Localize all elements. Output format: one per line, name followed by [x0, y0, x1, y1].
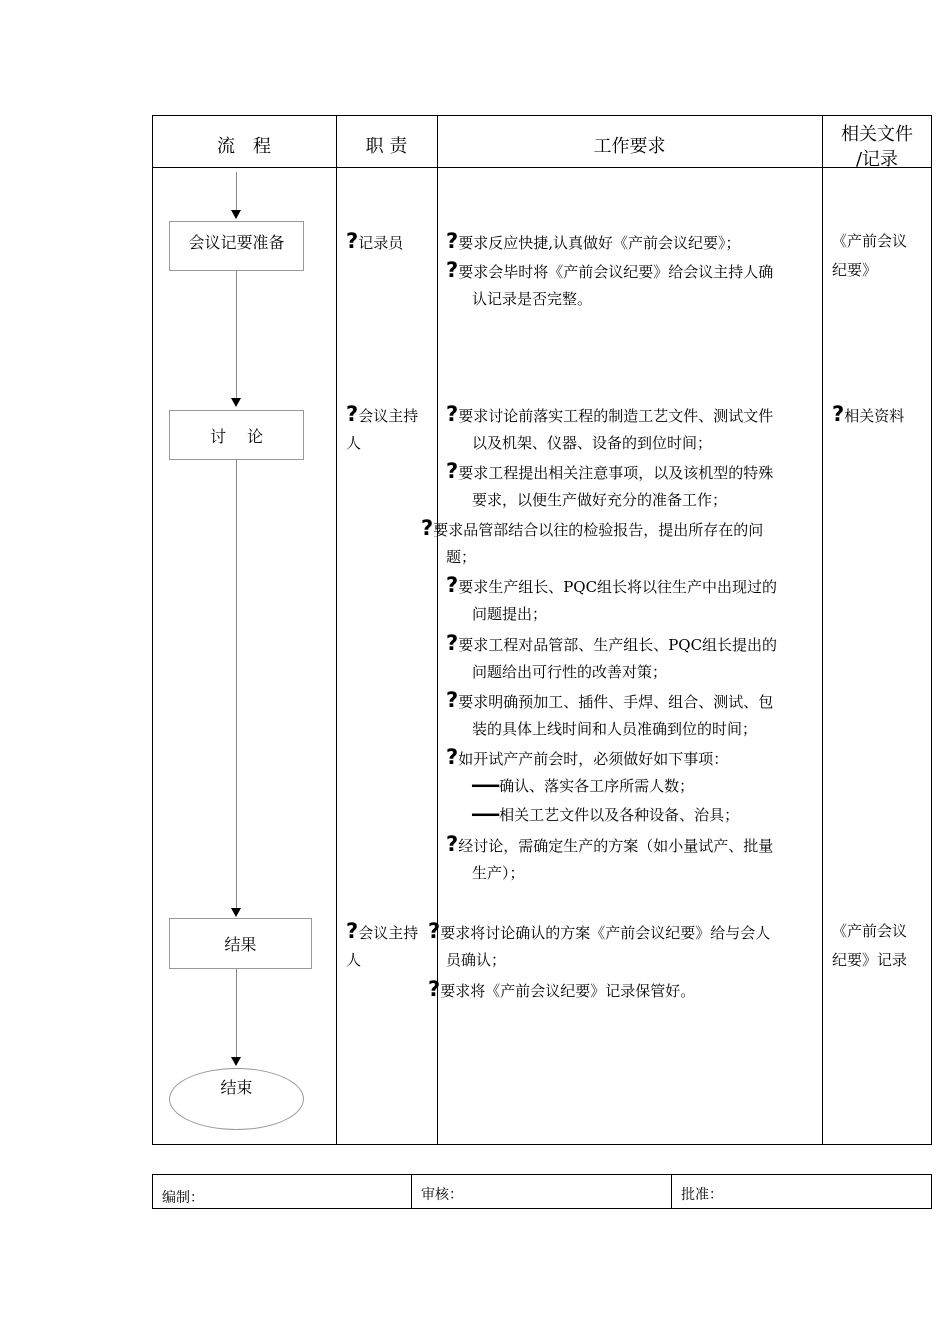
flow-box-result: 结果 — [169, 918, 312, 969]
work-item-cont: 认记录是否完整。 — [472, 290, 593, 308]
docs-row2: ?相关资料 — [832, 402, 905, 426]
work-item-cont: 问题提出； — [472, 605, 548, 623]
work-item: ?要求将《产前会议纪要》记录保管好。 — [428, 977, 696, 1001]
work-item: ?要求工程提出相关注意事项，以及该机型的特殊 — [446, 459, 774, 483]
header-docs-line1: 相关文件 — [841, 124, 913, 145]
docs-row1-line2: 纪要》 — [832, 261, 878, 279]
footer-approved-label: 批准： — [681, 1187, 723, 1203]
bullet-icon: ? — [446, 258, 459, 282]
work-item: ?要求讨论前落实工程的制造工艺文件、测试文件 — [446, 402, 774, 426]
work-item: ?要求工程对品管部、生产组长、PQC组长提出的 — [446, 631, 778, 655]
footer-border-right — [931, 1174, 932, 1209]
work-subitem: ━━━确认、落实各工序所需人数； — [472, 777, 695, 795]
work-item: ?要求将讨论确认的方案《产前会议纪要》给与会人 — [428, 919, 771, 943]
bullet-icon: ? — [346, 402, 359, 426]
header-docs-line2: /记录 — [855, 149, 899, 170]
bullet-icon: ? — [446, 745, 459, 769]
work-item: ?要求品管部结合以往的检验报告，提出所存在的问 — [421, 516, 764, 540]
flow-connector — [236, 460, 237, 908]
footer-border-left — [152, 1174, 153, 1209]
flow-connector — [236, 271, 237, 398]
flow-connector — [236, 969, 237, 1057]
docs-row1-line1: 《产前会议 — [832, 232, 908, 250]
flow-box-discuss: 讨 论 — [169, 410, 304, 460]
header-duty: 职 责 — [365, 136, 408, 157]
work-item-cont: 生产）； — [472, 864, 525, 882]
table-border-top — [152, 115, 932, 116]
work-item-cont: 员确认； — [446, 951, 507, 969]
docs-row3-line2: 纪要》记录 — [832, 951, 908, 969]
docs-row3-line1: 《产前会议 — [832, 922, 908, 940]
footer-divider-1 — [411, 1174, 412, 1209]
bullet-icon: ? — [446, 832, 459, 856]
work-item: ?要求反应快捷,认真做好《产前会议纪要》； — [446, 229, 741, 253]
bullet-icon: ? — [446, 573, 459, 597]
bullet-icon: ? — [346, 229, 359, 253]
duty-row2-line2: 人 — [346, 434, 362, 452]
work-item: ?要求明确预加工、插件、手焊、组合、测试、包 — [446, 688, 774, 712]
bullet-icon: ? — [832, 402, 845, 426]
work-item: ?如开试产产前会时，必须做好如下事项： — [446, 745, 729, 769]
table-col-divider-3 — [822, 115, 823, 1145]
duty-row1: ?记录员 — [346, 229, 404, 253]
work-item-cont: 问题给出可行性的改善对策； — [472, 663, 668, 681]
footer-divider-2 — [671, 1174, 672, 1209]
bullet-icon: ? — [346, 919, 359, 943]
bullet-icon: ? — [421, 516, 434, 540]
flow-box-prepare: 会议记要准备 — [169, 221, 304, 271]
work-item-cont: 以及机架、仪器、设备的到位时间； — [472, 434, 713, 452]
bullet-icon: ? — [446, 402, 459, 426]
flow-arrow-3 — [231, 908, 241, 917]
work-subitem: ━━━相关工艺文件以及各种设备、治具； — [472, 806, 740, 824]
flow-terminal-end: 结束 — [169, 1068, 304, 1130]
table-col-divider-1 — [336, 115, 337, 1145]
footer-prepared-label: 编制： — [162, 1190, 204, 1206]
work-item: ?要求会毕时将《产前会议纪要》给会议主持人确 — [446, 258, 774, 282]
flow-arrow-4 — [231, 1057, 241, 1066]
bullet-icon: ? — [446, 229, 459, 253]
bullet-icon: ? — [446, 688, 459, 712]
footer-reviewed-label: 审核： — [421, 1187, 463, 1203]
work-item-cont: 装的具体上线时间和人员准确到位的时间； — [472, 720, 758, 738]
footer-border-top — [152, 1174, 932, 1175]
bullet-icon: ? — [428, 977, 441, 1001]
work-item-cont: 要求，以便生产做好充分的准备工作； — [472, 491, 728, 509]
duty-row3-line2: 人 — [346, 951, 362, 969]
bullet-icon: ? — [428, 919, 441, 943]
duty-row3-line1: ?会议主持 — [346, 919, 419, 943]
duty-row2-line1: ?会议主持 — [346, 402, 419, 426]
work-item: ?要求生产组长、PQC组长将以往生产中出现过的 — [446, 573, 778, 597]
bullet-icon: ? — [446, 459, 459, 483]
flow-connector — [236, 172, 237, 210]
work-item: ?经讨论，需确定生产的方案（如小量试产、批量 — [446, 832, 774, 856]
flow-arrow-1 — [231, 210, 241, 219]
flow-arrow-2 — [231, 398, 241, 407]
header-work-requirements: 工作要求 — [593, 136, 666, 157]
bullet-icon: ? — [446, 631, 459, 655]
work-item-cont: 题； — [446, 548, 477, 566]
header-flow: 流 程 — [217, 136, 271, 157]
footer-border-bottom — [152, 1208, 932, 1209]
table-header-divider — [152, 167, 932, 168]
table-border-left — [152, 115, 153, 1145]
table-border-right — [931, 115, 932, 1145]
table-border-bottom — [152, 1144, 932, 1145]
